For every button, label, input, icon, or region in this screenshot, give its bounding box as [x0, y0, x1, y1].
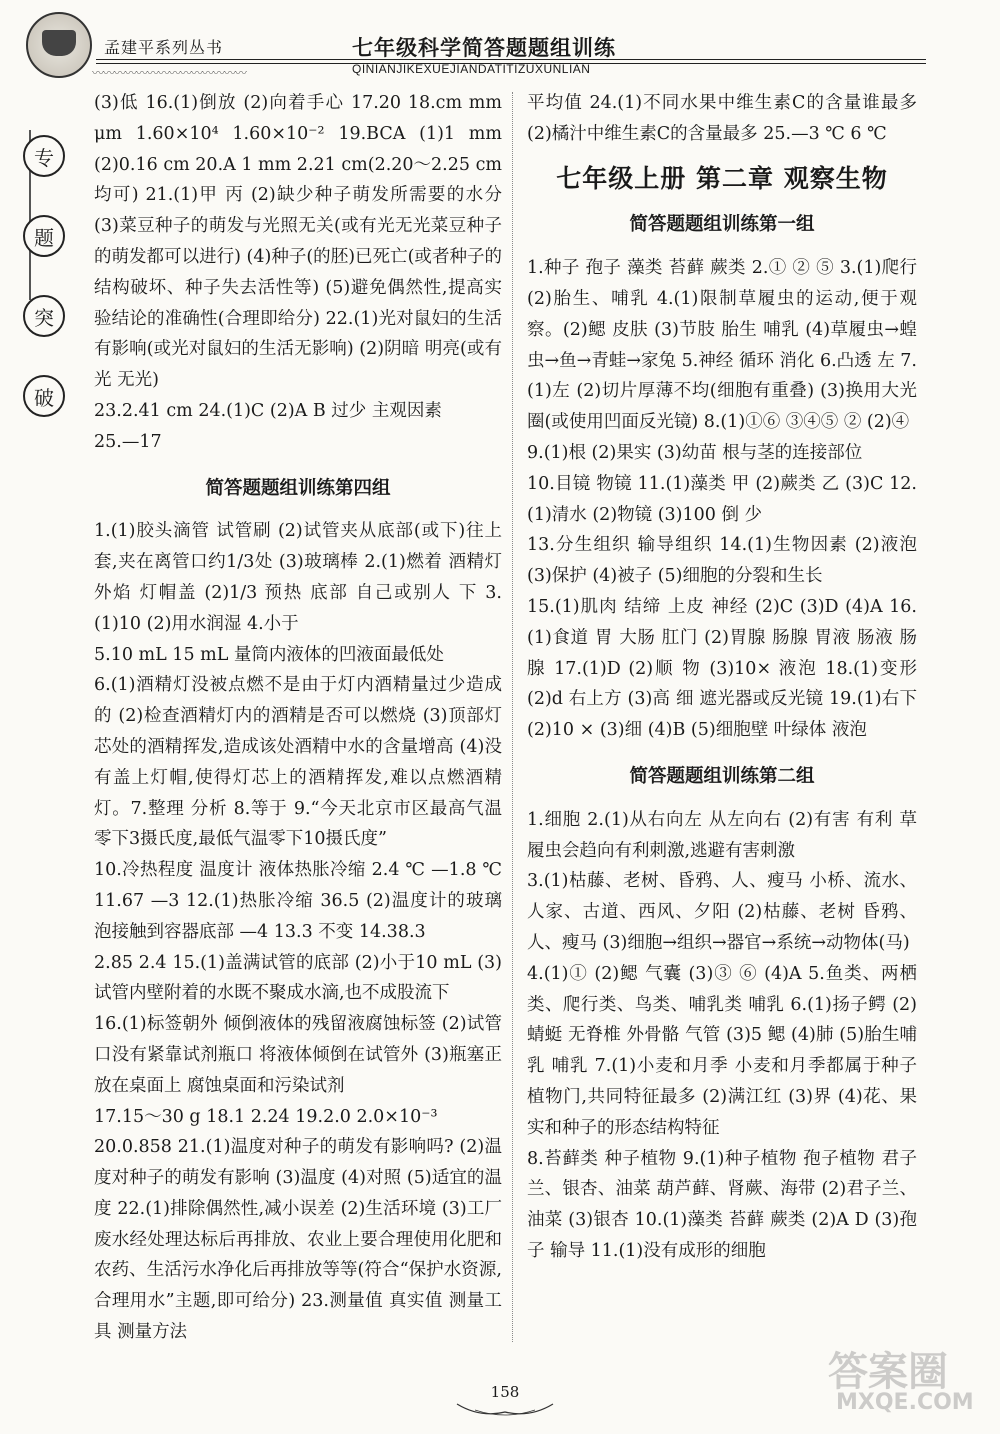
- header-rule: [96, 59, 926, 60]
- publisher-logo: [26, 12, 92, 78]
- badge-po: 破: [23, 375, 65, 417]
- answer-paragraph: 5.10 mL 15 mL 量筒内液体的凹液面最低处: [94, 644, 444, 665]
- watermark-site: MXQE.COM: [836, 1390, 974, 1415]
- answer-paragraph: 4.(1)① (2)鳃 气囊 (3)③ ⑥ (4)A 5.鱼类、两栖类、爬行类、鸟类、哺乳类 哺乳 6.(1)扬子鳄 (2)蜻蜓 无脊椎 外骨骼 气管 (3)5 鳃 (4)肺 (5)胎生哺乳 哺乳 7.(1)小麦和月季 小麦和月季都属于种子植物门,共同特征最多 (2)满江红 (3)界 (4)花、果实和种子的形态结构特征: [527, 963, 917, 1138]
- answer-paragraph: 23.2.41 cm 24.(1)C (2)A B 过少 主观因素: [94, 400, 442, 421]
- answer-paragraph: 1.(1)胶头滴管 试管刷 (2)试管夹从底部(或下)往上套,夹在离管口约1/3处 (3)玻璃棒 2.(1)燃着 酒精灯 外焰 灯帽盖 (2)1/3 预热 底部 自己或别人 下 3.(1)10 (2)用水润湿 4.小于: [94, 521, 502, 634]
- vine-ornament: 〰〰〰〰〰〰〰〰〰〰〰〰〰〰: [92, 66, 247, 80]
- answer-paragraph: 3.(1)枯藤、老树、昏鸦、人、瘦马 小桥、流水、人家、古道、西风、夕阳 (2)枯藤、老树 昏鸦、人、瘦马 (3)细胞→组织→器官→系统→动物体(马): [527, 871, 917, 953]
- badge-tu: 突: [23, 295, 65, 337]
- answer-paragraph: 17.15～30 g 18.1 2.24 19.2.0 2.0×10⁻³: [94, 1106, 438, 1127]
- chapter-heading: 七年级上册 第二章 观察生物: [556, 163, 888, 193]
- answer-paragraph: 20.0.858 21.(1)温度对种子的萌发有影响吗? (2)温度对种子的萌发有影响 (3)温度 (4)对照 (5)适宜的温度 22.(1)排除偶然性,减小误差 (2)生活环境 (3)工厂废水经处理达标后再排放、农业上要合理使用化肥和农药、生活污水净化后再排放等等(符合“保护水资源,合理用水”主题,即可给分) 23.测量值 真实值 测量工具 测量方法: [94, 1137, 502, 1343]
- watermark-logo: 答案圈: [828, 1349, 948, 1395]
- book-title-pinyin: QINIANJIKEXUEJIANDATITIZUXUNLIAN: [352, 62, 591, 76]
- section-heading: 简答题题组训练第二组: [629, 765, 815, 787]
- answer-paragraph: 2.85 2.4 15.(1)盖满试管的底部 (2)小于10 mL (3)试管内壁附着的水既不聚成水滴,也不成股流下: [94, 952, 502, 1004]
- answer-paragraph: 13.分生组织 输导组织 14.(1)生物因素 (2)液泡 (3)保护 (4)被子 (5)细胞的分裂和生长: [527, 535, 917, 587]
- side-badges: [14, 135, 74, 455]
- column-divider: [512, 92, 513, 1342]
- answer-paragraph: 25.—17: [94, 431, 162, 452]
- answer-paragraph: 9.(1)根 (2)果实 (3)幼苗 根与茎的连接部位: [527, 442, 863, 463]
- answer-paragraph: 1.细胞 2.(1)从右向左 从左向右 (2)有害 有利 草履虫会趋向有利刺激,逃避有害刺激: [527, 809, 917, 861]
- footer-ornament: [455, 1400, 555, 1420]
- section-heading: 简答题题组训练第一组: [629, 214, 815, 236]
- badge-ti: 题: [23, 215, 65, 257]
- answer-paragraph: 8.苔藓类 种子植物 9.(1)种子植物 孢子植物 君子兰、银杏、油菜 葫芦藓、肾蕨、海带 (2)君子兰、油菜 (3)银杏 10.(1)藻类 苔藓 蕨类 (2)A D (3)孢子 输导 11.(1)没有成形的细胞: [527, 1148, 917, 1261]
- answer-paragraph: 6.(1)酒精灯没被点燃不是由于灯内酒精量过少造成的 (2)检查酒精灯内的酒精是否可以燃烧 (3)顶部灯芯处的酒精挥发,造成该处酒精中水的含量增高 (4)没有盖上灯帽,使得灯芯上的酒精挥发,难以点燃酒精灯。7.整理 分析 8.等于 9.“今天北京市区最高气温零下3摄氏度,最低气温零下10摄氏度”: [94, 675, 502, 850]
- watermark: [828, 1340, 988, 1420]
- answer-paragraph: 平均值 24.(1)不同水果中维生素C的含量谁最多 (2)橘汁中维生素C的含量最多 25.—3 ℃ 6 ℃: [527, 93, 917, 144]
- series-name: 孟建平系列丛书: [104, 38, 224, 57]
- badge-zhuan: 专: [23, 135, 65, 177]
- book-title: 七年级科学简答题题组训练: [352, 35, 616, 60]
- answer-paragraph: (3)低 16.(1)倒放 (2)向着手心 17.20 18.cm mm μm 1.60×10⁴ 1.60×10⁻² 19.BCA (1)1 mm (2)0.16 cm 20.A 1 mm 2.21 cm(2.20～2.25 cm均可) 21.(1)甲 丙 (2)缺少种子萌发所需要的水分 (3)菜豆种子的萌发与光照无关(或有光无光菜豆种子的萌发都可以进行) (4)种子(的胚)已死亡(或者种子的结构破坏、种子失去活性等) (5)避免偶然性,提高实验结论的准确性(合理即给分) 22.(1)光对鼠妇的生活有影响(或光对鼠妇的生活无影响) (2)阴暗 明亮(或有光 无光): [94, 93, 502, 391]
- answer-column-right: [527, 88, 917, 1267]
- answer-column-left: [94, 88, 502, 1348]
- answer-paragraph: 15.(1)肌肉 结缔 上皮 神经 (2)C (3)D (4)A 16.(1)食道 胃 大肠 肛门 (2)胃腺 肠腺 胃液 肠液 肠腺 17.(1)D (2)顺 物 (3)10× 液泡 18.(1)变形 (2)d 右上方 (3)高 细 遮光器或反光镜 19.(1)右下 (2)10 × (3)细 (4)B (5)细胞壁 叶绿体 液泡: [527, 596, 917, 741]
- answer-paragraph: 1.种子 孢子 藻类 苔藓 蕨类 2.① ② ⑤ 3.(1)爬行 (2)胎生、哺乳 4.(1)限制草履虫的运动,便于观察。(2)鳃 皮肤 (3)节肢 胎生 哺乳 (4)草履虫→蝗虫→鱼→青蛙→家兔 5.神经 循环 消化 6.凸透 左 7.(1)左 (2)切片厚薄不均(细胞有重叠) (3)换用大光圈(或使用凹面反光镜) 8.(1)①⑥ ③④⑤ ② (2)④: [527, 258, 917, 433]
- section-heading: 简答题题组训练第四组: [205, 477, 391, 499]
- answer-paragraph: 16.(1)标签朝外 倾倒液体的残留液腐蚀标签 (2)试管口没有紧靠试剂瓶口 将液体倾倒在试管外 (3)瓶塞正放在桌面上 腐蚀桌面和污染试剂: [94, 1014, 502, 1096]
- answer-paragraph: 10.目镜 物镜 11.(1)藻类 甲 (2)蕨类 乙 (3)C 12.(1)清水 (2)物镜 (3)100 倒 少: [527, 473, 917, 525]
- page-number: 158: [490, 1383, 520, 1401]
- answer-paragraph: 10.冷热程度 温度计 液体热胀冷缩 2.4 ℃ —1.8 ℃ 11.67 —3 12.(1)热胀冷缩 36.5 (2)温度计的玻璃泡接触到容器底部 —4 13.3 不变 14.38.3: [94, 860, 502, 942]
- page-header: [0, 0, 1000, 90]
